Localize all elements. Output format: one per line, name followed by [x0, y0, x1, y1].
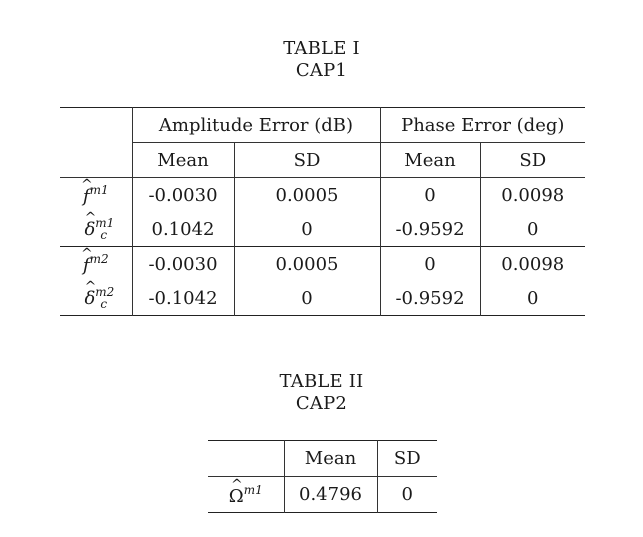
row-symbol: ^ δ	[84, 219, 95, 240]
row-label	[60, 247, 132, 282]
table-cell: -0.9592	[380, 281, 480, 316]
row-symbol: ^ f	[83, 186, 90, 207]
table-cell: 0.0098	[480, 247, 585, 282]
phase-error-header: Phase Error (deg)	[401, 114, 565, 136]
table-cell: 0	[234, 281, 380, 316]
corner-cell	[60, 108, 132, 143]
col-header-phase-sd: SD	[480, 143, 585, 178]
table-cell: 0	[377, 477, 437, 513]
table-cell: 0	[380, 247, 480, 282]
row-label	[208, 477, 284, 513]
table-row	[60, 178, 585, 213]
table-cell: 0.4796	[284, 477, 377, 513]
table-cell: -0.1042	[132, 281, 234, 316]
row-superscript: m1	[89, 183, 109, 197]
table-cell: 0.0005	[234, 178, 380, 213]
table-row	[208, 477, 437, 513]
table-cell: -0.9592	[380, 212, 480, 247]
table1-title: CAP1	[295, 60, 348, 81]
table-cell: 0.0098	[480, 178, 585, 213]
table-cell: 0	[234, 212, 380, 247]
table-cell: 0	[527, 218, 539, 240]
results-table-2	[208, 440, 437, 513]
row-superscript: m2	[89, 252, 109, 266]
corner-cell	[208, 441, 284, 477]
row-label	[60, 212, 132, 247]
row-symbol: ^ f	[83, 255, 90, 276]
row-label	[60, 281, 132, 316]
row-superscript: m1	[243, 482, 263, 497]
table-cell: 0	[380, 178, 480, 213]
col-header-amp-mean: Mean	[132, 143, 234, 178]
table2-caption	[0, 371, 643, 415]
row-subscript: c	[100, 297, 108, 312]
col-header-mean: Mean	[284, 441, 377, 477]
row-symbol: ^ δ	[84, 288, 95, 309]
amplitude-error-header: Amplitude Error (dB)	[132, 108, 380, 143]
col-header-phase-mean: Mean	[380, 143, 480, 178]
row-superscript: m1	[95, 215, 115, 230]
row-label	[60, 178, 132, 213]
results-table-1	[60, 107, 585, 316]
table-cell: 0.1042	[132, 212, 234, 247]
row-symbol: ^ Ω	[229, 486, 244, 507]
table1-caption	[0, 38, 643, 82]
table-cell: 0	[527, 287, 539, 309]
table1-label: TABLE I	[283, 38, 360, 59]
table2-label: TABLE II	[279, 371, 364, 392]
row-subscript: c	[100, 228, 108, 243]
table-cell: -0.0030	[132, 178, 234, 213]
table-row	[60, 212, 585, 247]
table-cell: -0.0030	[132, 247, 234, 282]
table-cell: 0.0005	[234, 247, 380, 282]
corner-cell-lower	[60, 143, 132, 178]
col-header-sd: SD	[393, 448, 421, 469]
col-header-amp-sd: SD	[234, 143, 380, 178]
table-row	[60, 281, 585, 316]
row-superscript: m2	[95, 284, 115, 299]
table2-title: CAP2	[295, 393, 348, 414]
table-row	[60, 247, 585, 282]
